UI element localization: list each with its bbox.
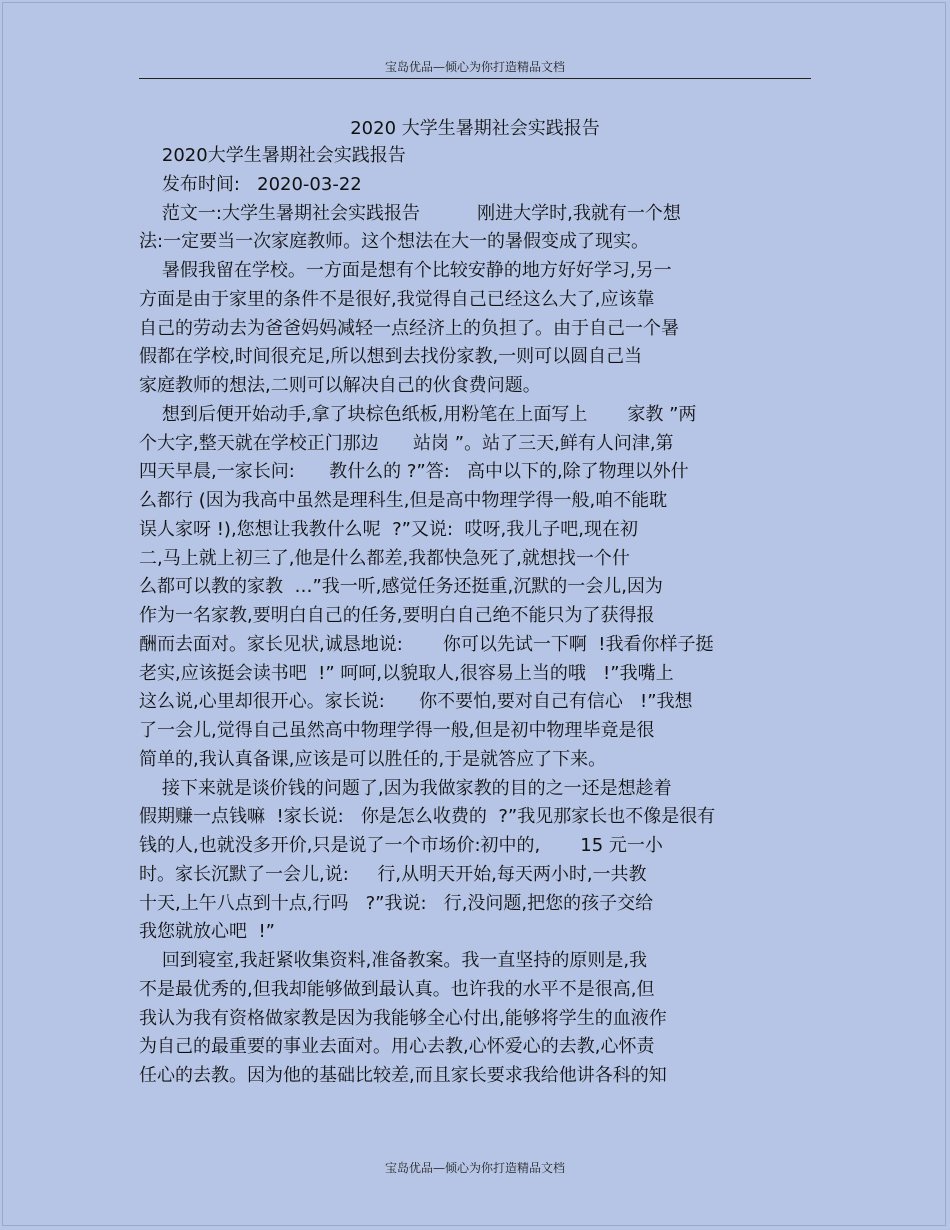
- body-text-line: 了一会儿,觉得自己虽然高中物理学得一般,但是初中物理毕竟是很: [139, 720, 655, 741]
- body-text-line: 我认为我有资格做家教是因为我能够全心付出,能够将学生的血液作: [139, 1007, 667, 1029]
- body-text-line: 个大字,整天就在学校正门那边 站岗 ”。站了三天,鲜有人问津,第: [139, 432, 674, 454]
- body-text-line: 简单的,我认真备课,应该是可以胜任的,于是就答应了下来。: [139, 748, 607, 770]
- body-text-line: 作为一名家教,要明白自己的任务,要明白自己绝不能只为了获得报: [139, 605, 655, 626]
- body-text-line: 误人家呀 !),您想让我教什么呢 ?”又说: 哎呀,我儿子吧,现在初: [139, 518, 638, 540]
- body-text-line: 方面是由于家里的条件不是很好,我觉得自己已经这么大了,应该靠: [139, 288, 655, 310]
- body-text-line: 老实,应该挺会读书吧 !” 呵呵,以貌取人,很容易上当的哦 !”我嘴上: [139, 662, 674, 684]
- body-text-line: 四天早晨,一家长问: 教什么的 ?”答: 高中以下的,除了物理以外什: [139, 461, 689, 483]
- body-text-line: 么都行 (因为我高中虽然是理科生,但是高中物理学得一般,咱不能耽: [139, 490, 668, 511]
- body-text-line: 十天,上午八点到十点,行吗 ?”我说: 行,没问题,把您的孩子交给: [139, 892, 654, 914]
- body-text-line: 时。家长沉默了一会儿,说: 行,从明天开始,每天两小时,一共教: [139, 863, 647, 885]
- body-text-line: 假期赚一点钱嘛 !家长说: 你是怎么收费的 ?”我见那家长也不像是很有: [139, 806, 716, 828]
- body-text-line: 暑假我留在学校。一方面是想有个比较安静的地方好好学习,另一: [139, 260, 672, 281]
- body-text-line: 自己的劳动去为爸爸妈妈减轻一点经济上的负担了。由于自己一个暑: [139, 317, 679, 339]
- body-text-line: 么都可以教的家教 …”我一听,感觉任务还挺重,沉默的一会儿,因为: [139, 576, 663, 598]
- body-text-line: 接下来就是谈价钱的问题了,因为我做家教的目的之一还是想趁着: [139, 777, 672, 799]
- body-text-line: 酬而去面对。家长见状,诚恳地说: 你可以先试一下啊 !我看你样子挺: [139, 633, 714, 655]
- body-text-line: 想到后便开始动手,拿了块棕色纸板,用粉笔在上面写上 家教 ”两: [139, 403, 697, 425]
- body-text-line: 不是最优秀的,但我却能够做到最认真。也许我的水平不是很高,但: [139, 978, 655, 1000]
- page-header: 宝岛优品—倾心为你打造精品文档: [384, 60, 565, 74]
- body-text-line: 范文一:大学生暑期社会实践报告 刚进大学时,我就有一个想: [139, 202, 681, 224]
- body-text-line: 法:一定要当一次家庭教师。这个想法在大一的暑假变成了现实。: [139, 231, 650, 253]
- body-text-line: 我您就放心吧 !”: [139, 921, 275, 943]
- body-text-line: 为自己的最重要的事业去面对。用心去教,心怀爱心的去教,心怀责: [139, 1036, 655, 1058]
- body-text-line: 2020大学生暑期社会实践报告: [139, 145, 406, 166]
- header-rule: [139, 78, 811, 79]
- body-text-line: 家庭教师的想法,二则可以解决自己的伙食费问题。: [139, 375, 541, 396]
- body-text-line: 任心的去教。因为他的基础比较差,而且家长要求我给他讲各科的知: [139, 1065, 667, 1086]
- body-text-line: 假都在学校,时间很充足,所以想到去找份家教,一则可以圆自己当: [139, 346, 643, 368]
- body-text-line: 这么说,心里却很开心。家长说: 你不要怕,要对自己有信心 !”我想: [139, 691, 693, 713]
- document-title: 2020 大学生暑期社会实践报告: [350, 118, 600, 139]
- body-text-line: 发布时间: 2020-03-22: [139, 173, 362, 195]
- page-footer: 宝岛优品—倾心为你打造精品文档: [384, 1161, 565, 1175]
- body-text-line: 钱的人,也就没多开价,只是说了一个市场价:初中的, 15 元一小: [139, 835, 663, 856]
- body-text-line: 回到寝室,我赶紧收集资料,准备教案。我一直坚持的原则是,我: [139, 950, 648, 971]
- body-text-line: 二,马上就上初三了,他是什么都差,我都快急死了,就想找一个什: [139, 547, 630, 569]
